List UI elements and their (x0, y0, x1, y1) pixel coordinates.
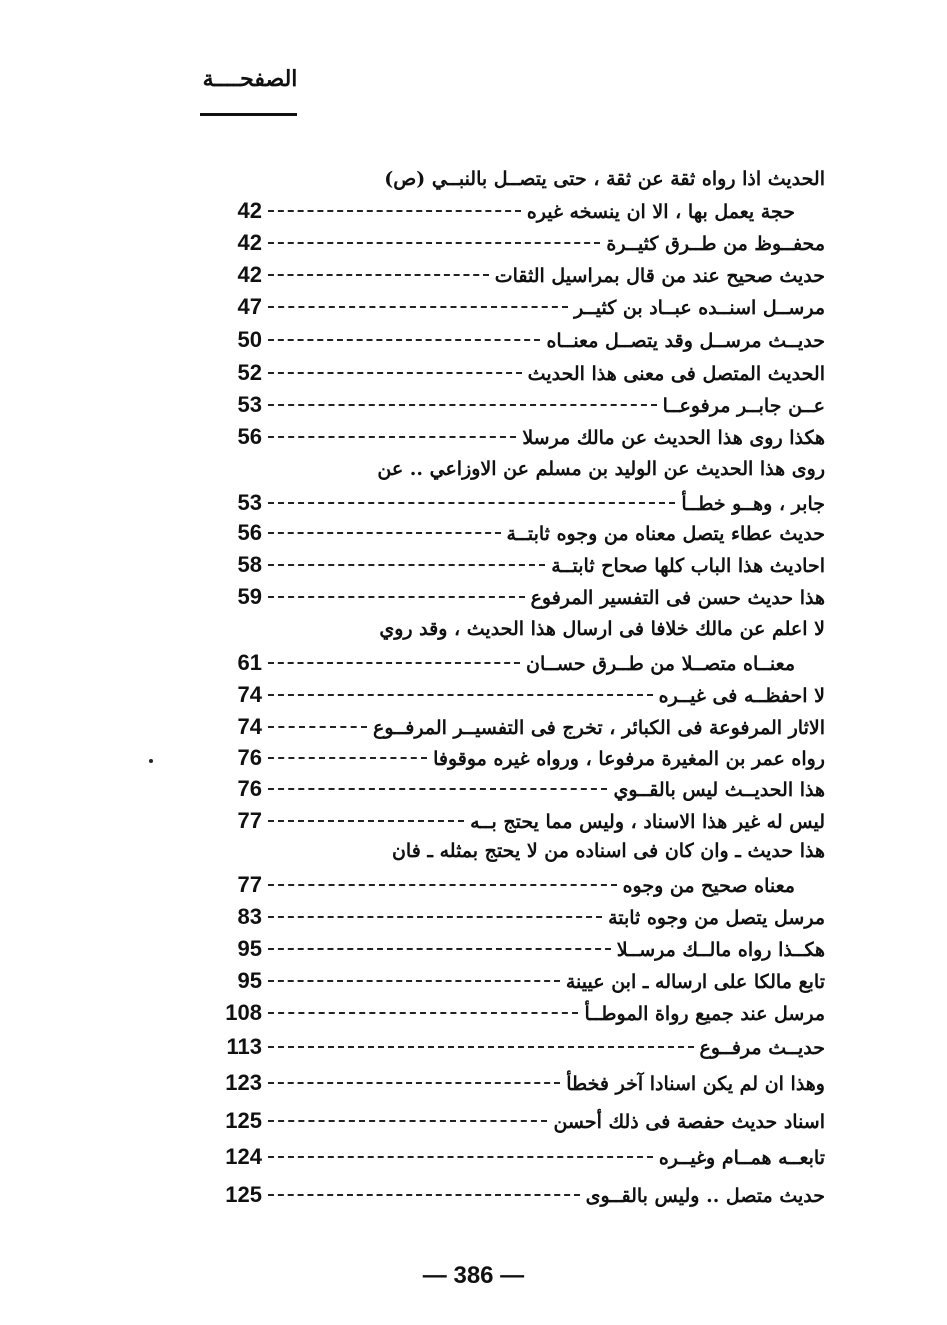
index-entry (200, 808, 825, 838)
entry-text: لا اعلم عن مالك خلافا فى ارسال هذا الحديث ، وقد روي (379, 618, 825, 640)
dot-leader (268, 596, 525, 598)
index-entry (200, 490, 825, 520)
entry-page-number: 77 (237, 808, 262, 833)
entry-text: معناه صحيح من وجوه (622, 875, 795, 897)
index-entry (200, 392, 825, 422)
entry-page-number: 53 (237, 392, 262, 417)
entry-text: الحديث اذا رواه ثقة عن ثقة ، حتى يتصــل بالنبــي (ص) (384, 168, 825, 190)
index-entry (200, 968, 825, 998)
dot-leader (268, 916, 602, 918)
entry-text: مرســل اسنــده عبــاد بن كثيــر (574, 297, 825, 319)
dot-leader (268, 788, 607, 790)
entry-page-number: 77 (237, 872, 262, 897)
index-entry (200, 262, 825, 292)
index-entry (200, 714, 825, 744)
entry-text: تابعــه همــام وغيــره (658, 1147, 825, 1169)
dot-leader (268, 404, 657, 406)
page-number: — 386 — (422, 1262, 525, 1289)
dot-leader (268, 820, 464, 822)
dot-leader (268, 757, 427, 759)
index-entry (200, 294, 825, 324)
index-entry (200, 776, 825, 806)
entry-page-number: 76 (237, 745, 262, 770)
entry-text: حجة يعمل بها ، الا ان ينسخه غيره (526, 201, 795, 223)
entry-text: حديث صحيح عند من قال بمراسيل الثقات (494, 265, 825, 287)
dot-leader (268, 1194, 580, 1196)
index-entry (200, 424, 825, 454)
scan-speck (149, 759, 153, 763)
index-entry (200, 904, 825, 934)
dot-leader (268, 564, 545, 566)
dot-leader (268, 242, 600, 244)
entry-text: الحديث المتصل فى معنى هذا الحديث (527, 363, 825, 385)
index-entry (200, 360, 825, 390)
dot-leader (268, 1046, 694, 1048)
dot-leader (268, 372, 522, 374)
entry-text: الاثار المرفوعة فى الكبائر ، تخرج فى التفسيــر المرفــوع (373, 717, 825, 739)
index-entry (200, 1000, 825, 1030)
entry-text: هذا الحديــث ليس بالقــوي (613, 779, 825, 801)
index-entry (200, 230, 825, 260)
column-header-page: الصفحــــة (202, 66, 298, 92)
index-entry (200, 198, 825, 228)
entry-page-number: 42 (237, 198, 262, 223)
entry-page-number: 108 (225, 1000, 262, 1025)
dot-leader (268, 502, 675, 504)
index-entry (200, 1182, 825, 1212)
entry-text: هكــذا رواه مالــك مرســلا (616, 939, 825, 961)
entry-page-number: 56 (237, 424, 262, 449)
entry-text: مرسل يتصل من وجوه ثابتة (608, 907, 825, 929)
dot-leader (268, 948, 611, 950)
entry-page-number: 123 (225, 1070, 262, 1095)
entry-text: هكذا روى هذا الحديث عن مالك مرسلا (522, 427, 825, 449)
entry-page-number: 42 (237, 230, 262, 255)
index-entry (200, 1034, 825, 1064)
entry-page-number: 76 (237, 776, 262, 801)
entry-page-number: 53 (237, 490, 262, 515)
entry-page-number: 113 (226, 1034, 262, 1059)
entry-text: عــن جابــر مرفوعــا (662, 395, 825, 417)
entry-text: حديــث مرفــوع (699, 1037, 825, 1059)
index-entry (200, 552, 825, 582)
dot-leader (268, 210, 521, 212)
index-entry (200, 1070, 825, 1100)
dot-leader (268, 436, 516, 438)
dot-leader (268, 1120, 547, 1122)
dot-leader (268, 1082, 560, 1084)
entry-text: حديث عطاء يتصل معناه من وجوه ثابتــة (506, 523, 825, 545)
index-entry (200, 618, 825, 648)
entry-page-number: 124 (225, 1144, 262, 1169)
index-entry (200, 520, 825, 550)
dot-leader (268, 980, 560, 982)
entry-text: وهذا ان لم يكن اسنادا آخر فخطأ (566, 1073, 825, 1095)
entry-page-number: 95 (237, 968, 262, 993)
entry-text: احاديث هذا الباب كلها صحاح ثابتــة (551, 555, 825, 577)
entry-page-number: 83 (237, 904, 262, 929)
entry-text: اسناد حديث حفصة فى ذلك أحسن (553, 1111, 825, 1133)
entry-text: محفــوظ من طــرق كثيــرة (606, 233, 825, 255)
entry-text: تابع مالكا على ارساله ـ ابن عيينة (565, 971, 825, 993)
entry-page-number: 42 (237, 262, 262, 287)
entry-text: هذا حديث حسن فى التفسير المرفوع (530, 587, 825, 609)
dot-leader (268, 532, 501, 534)
entry-page-number: 58 (237, 552, 262, 577)
entry-page-number: 50 (237, 327, 262, 352)
dot-leader (268, 339, 540, 341)
index-entry (200, 650, 825, 680)
entry-page-number: 125 (225, 1182, 262, 1207)
dot-leader (268, 726, 367, 728)
index-entry (200, 1108, 825, 1138)
dot-leader (268, 884, 617, 886)
entry-text: هذا حديث ـ وان كان فى اسناده من لا يحتج بمثله ـ فان (391, 840, 825, 862)
index-entry (200, 327, 825, 357)
entry-page-number: 59 (237, 584, 262, 609)
entry-page-number: 74 (237, 682, 262, 707)
index-entry (200, 1144, 825, 1174)
index-entry (200, 458, 825, 488)
entry-page-number: 95 (237, 936, 262, 961)
entry-text: جابر ، وهــو خطــأ (681, 493, 825, 515)
dot-leader (268, 274, 489, 276)
entry-page-number: 74 (237, 714, 262, 739)
entry-page-number: 125 (225, 1108, 262, 1133)
dot-leader (268, 694, 653, 696)
entry-page-number: 61 (237, 650, 262, 675)
entry-text: معنــاه متصــلا من طــرق حســان (526, 653, 795, 675)
index-entry (200, 872, 825, 902)
dot-leader (268, 662, 520, 664)
dot-leader (268, 306, 568, 308)
entry-text: روى هذا الحديث عن الوليد بن مسلم عن الاوزاعي .. عن (377, 458, 825, 480)
index-entry (200, 682, 825, 712)
entry-page-number: 56 (237, 520, 262, 545)
entry-text: ليس له غير هذا الاسناد ، وليس مما يحتج بــه (470, 811, 825, 833)
entry-text: لا احفظــه فى غيــره (658, 685, 825, 707)
dot-leader (268, 1012, 578, 1014)
dot-leader (268, 1156, 653, 1158)
entry-text: حديث متصل .. وليس بالقــوى (585, 1185, 825, 1207)
index-entry (200, 584, 825, 614)
index-entry (200, 936, 825, 966)
index-entry (200, 168, 825, 198)
entry-page-number: 52 (237, 360, 262, 385)
index-entry (200, 745, 825, 775)
entry-text: مرسل عند جميع رواة الموطــأ (584, 1003, 825, 1025)
entry-text: رواه عمر بن المغيرة مرفوعا ، ورواه غيره موقوفا (433, 748, 825, 770)
entry-page-number: 47 (237, 294, 262, 319)
entry-text: حديــث مرســل وقد يتصــل معنــاه (546, 330, 825, 352)
index-entry (200, 840, 825, 870)
